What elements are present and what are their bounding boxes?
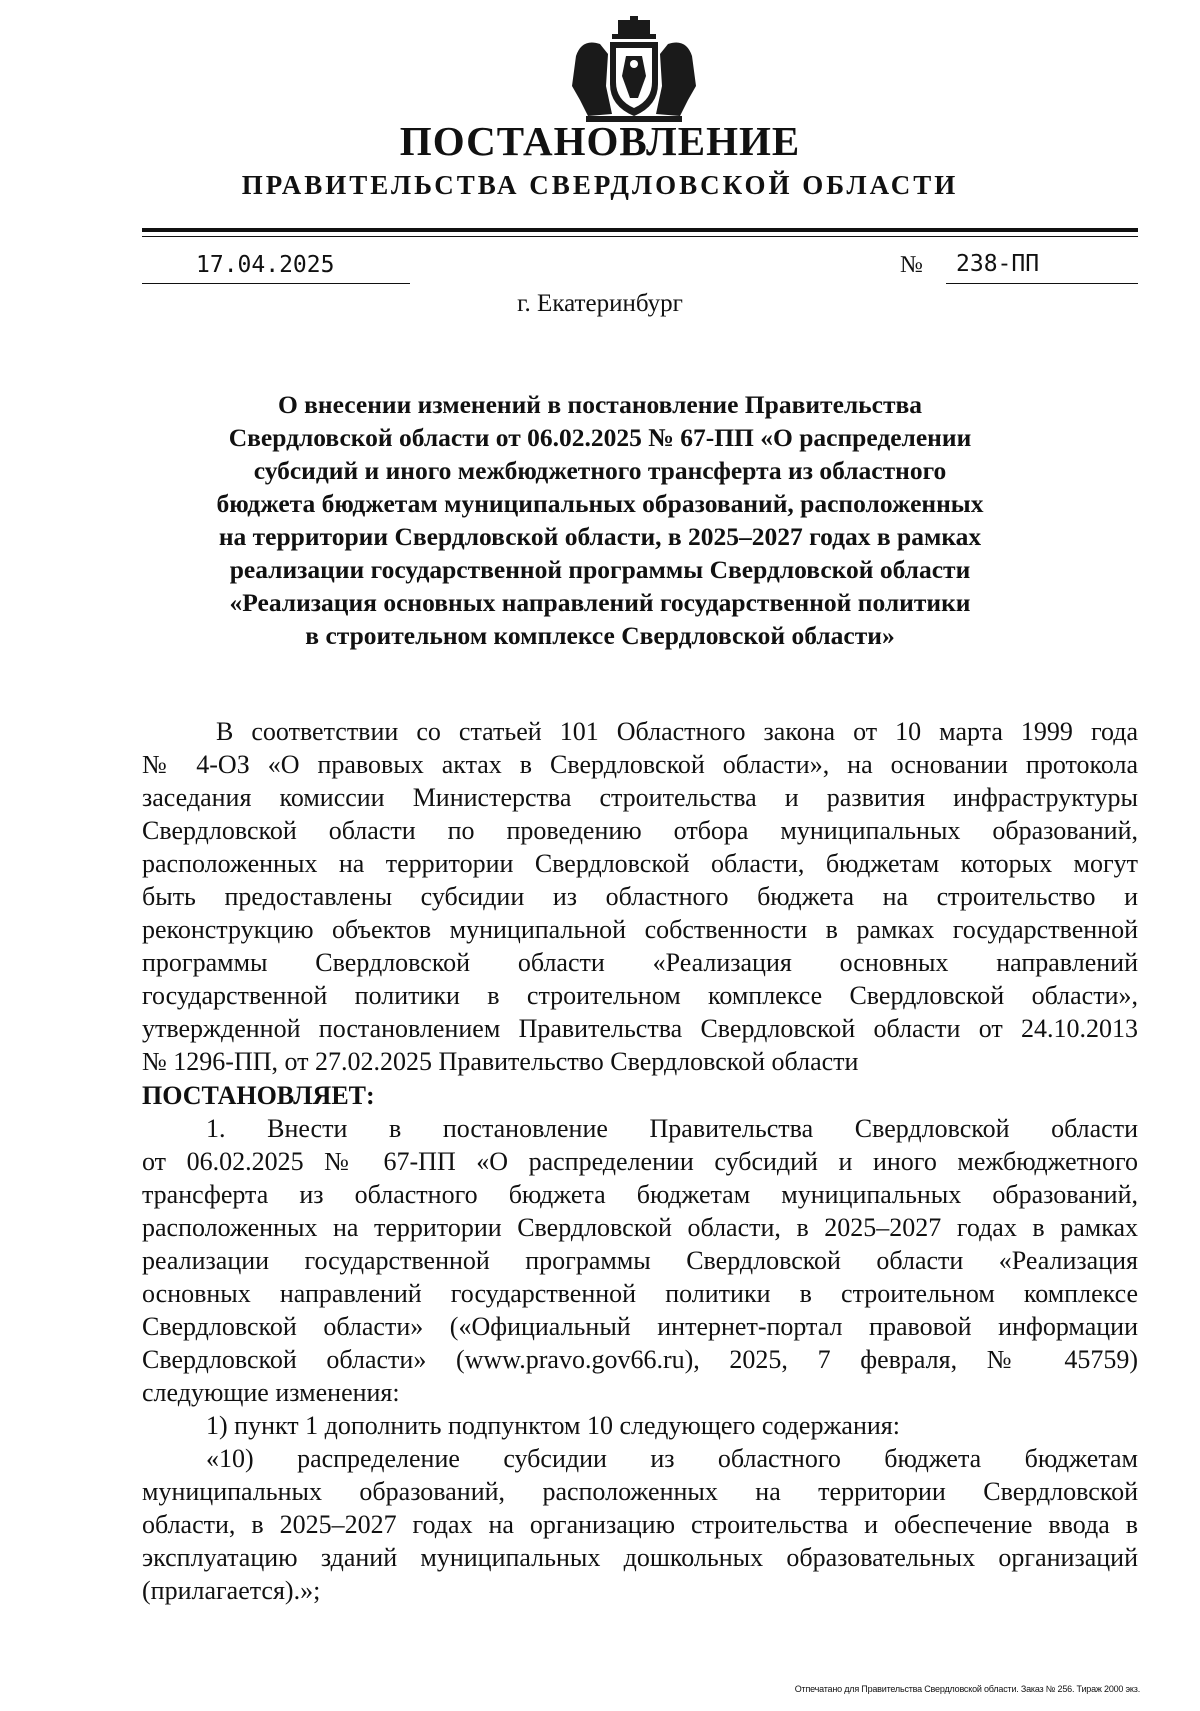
heading-line: О внесении изменений в постановление Правительства — [277, 390, 923, 419]
heading-line: в строительном комплексе Свердловской области» — [305, 621, 895, 650]
print-imprint: Отпечатано для Правительства Свердловской области. Заказ № 256. Тираж 2000 экз. — [794, 1684, 1140, 1694]
heading-line: «Реализация основных направлений государственной политики — [229, 588, 971, 617]
preamble-line: реконструкцию объектов муниципальной собственности в рамках государственной — [142, 915, 1138, 944]
document-date: 17.04.2025 — [196, 252, 335, 278]
quote-line: муниципальных образований, расположенных на территории Свердловской — [142, 1477, 1138, 1506]
preamble-line: утвержденной постановлением Правительства Свердловской области от 24.10.2013 — [142, 1014, 1138, 1043]
quote-line: эксплуатацию зданий муниципальных дошкольных образовательных организаций — [142, 1543, 1138, 1572]
item-1-line: Свердловской области» («Официальный интернет-портал правовой информации — [142, 1312, 1138, 1341]
header-rule-thick — [142, 228, 1138, 232]
preamble-line: № 1296-ПП, от 27.02.2025 Правительство Свердловской области — [142, 1047, 859, 1076]
heading-line: на территории Свердловской области, в 2025–2027 годах в рамках — [218, 522, 982, 551]
document-city: г. Екатеринбург — [517, 290, 683, 317]
preamble-line: быть предоставлены субсидии из областного бюджета на строительство и — [142, 882, 1138, 911]
date-underline — [142, 283, 410, 284]
heading-line: бюджета бюджетам муниципальных образований, расположенных — [216, 489, 984, 518]
item-1-line: следующие изменения: — [142, 1378, 400, 1407]
preamble-line: заседания комиссии Министерства строительства и развития инфраструктуры — [142, 783, 1138, 812]
header-rule-thin — [142, 236, 1138, 237]
preamble-line: В соответствии со статьей 101 Областного закона от 10 марта 1999 года — [216, 717, 1138, 746]
item-1-line: основных направлений государственной политики в строительном комплексе — [142, 1279, 1138, 1308]
heading-line: субсидий и иного межбюджетного трансферта из областного — [253, 456, 947, 485]
preamble-line: расположенных на территории Свердловской области, бюджетам которых могут — [142, 849, 1138, 878]
preamble-line: № 4-ОЗ «О правовых актах в Свердловской области», на основании протокола — [142, 750, 1138, 779]
quote-line: области, в 2025–2027 годах на организацию строительства и обеспечение ввода в — [142, 1510, 1138, 1539]
heading-line: реализации государственной программы Свердловской области — [229, 555, 971, 584]
issuing-authority: ПРАВИТЕЛЬСТВА СВЕРДЛОВСКОЙ ОБЛАСТИ — [241, 170, 959, 200]
item-1-line: от 06.02.2025 № 67-ПП «О распределении субсидий и иного межбюджетного — [142, 1147, 1138, 1176]
item-1-paragraph — [142, 1112, 1138, 1607]
number-sign: № — [900, 252, 923, 278]
number-underline — [946, 283, 1138, 284]
item-1-line: расположенных на территории Свердловской области, в 2025–2027 годах в рамках — [142, 1213, 1138, 1242]
preamble-line: программы Свердловской области «Реализация основных направлений — [142, 948, 1138, 977]
item-1-line: реализации государственной программы Свердловской области «Реализация — [142, 1246, 1138, 1275]
coat-of-arms-icon — [568, 16, 700, 124]
quote-line: «10) распределение субсидии из областного бюджета бюджетам — [206, 1444, 1138, 1473]
preamble-line: государственной политики в строительном комплексе Свердловской области», — [142, 981, 1138, 1010]
document-type-title: ПОСТАНОВЛЕНИЕ — [399, 118, 801, 164]
document-number: 238-ПП — [956, 251, 1040, 277]
decree-word: ПОСТАНОВЛЯЕТ: — [142, 1081, 375, 1110]
heading-line: Свердловской области от 06.02.2025 № 67-ПП «О распределении — [228, 423, 972, 452]
preamble-line: Свердловской области по проведению отбора муниципальных образований, — [142, 816, 1138, 845]
document-heading — [190, 388, 1010, 652]
quote-line: (прилагается).»; — [142, 1576, 321, 1605]
item-1-line: Свердловской области» (www.pravo.gov66.ru), 2025, 7 февраля, № 45759) — [142, 1345, 1138, 1374]
item-1-line: 1. Внести в постановление Правительства Свердловской области — [206, 1114, 1138, 1143]
subitem-1-line: 1) пункт 1 дополнить подпунктом 10 следующего содержания: — [206, 1411, 900, 1440]
item-1-line: трансферта из областного бюджета бюджетам муниципальных образований, — [142, 1180, 1138, 1209]
preamble-paragraph — [142, 715, 1138, 1078]
